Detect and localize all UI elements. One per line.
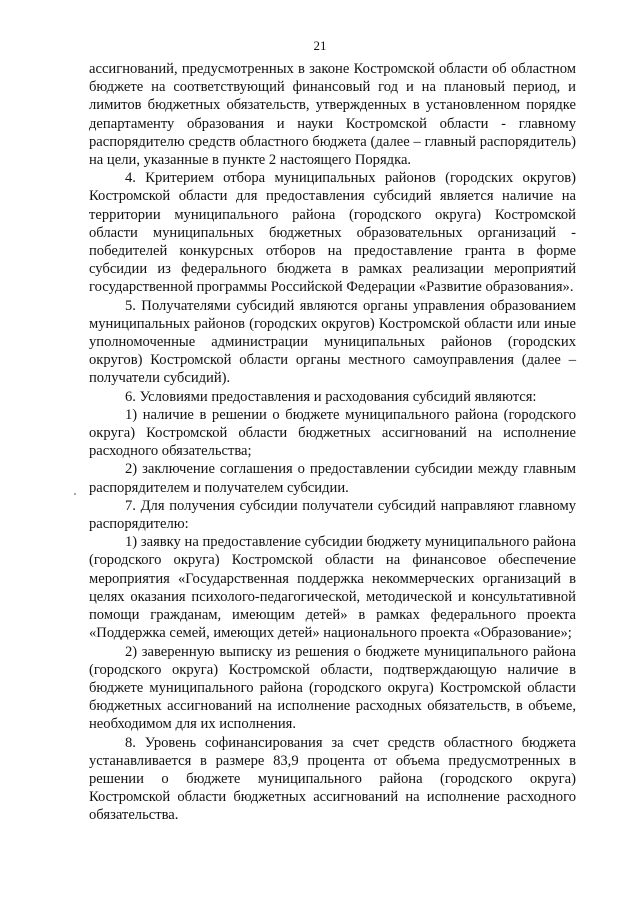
- paragraph-6-item-1: 1) наличие в решении о бюджете муниципального района (городского округа) Костромской области бюджетных ассигнований на исполнение расходного обязательства;: [89, 406, 576, 460]
- paragraph-5: 5. Получателями субсидий являются органы управления образованием муниципальных районов (городских округов) Костромской области или иные уполномоченные администрации муниципальных районов (городских округов) Костромской области органы местного самоуправления (далее – получатели субсидий).: [89, 297, 576, 387]
- paragraph-6-item-2: 2) заключение соглашения о предоставлении субсидии между главным распорядителем и получателем субсидии.: [89, 461, 576, 496]
- paragraph-8: 8. Уровень софинансирования за счет средств областного бюджета устанавливается в размере 83,9 процента от объема предусмотренных в решении о бюджете муниципального района (городского округа) Костромской области бюджетных ассигнований на исполнение расходного обязательства.: [89, 734, 576, 824]
- scan-speck: [74, 493, 76, 495]
- paragraph-4: 4. Критерием отбора муниципальных районов (городских округов) Костромской области для предоставления субсидий является наличие на территории муниципального района (городского округа) Костромской области муниципальных бюджетных образовательных организаций - победителей конкурсных отборов на предоставление гранта в форме субсидии из федерального бюджета в рамках реализации мероприятий государственной программы Российской Федерации «Развитие образования».: [89, 170, 576, 296]
- paragraph-continuation: ассигнований, предусмотренных в законе Костромской области об областном бюджете на соответствующий финансовый год и на плановый период, и лимитов бюджетных обязательств, утвержденных в установленном порядке департаменту образования и науки Костромской области - главному распорядителю средств областного бюджета (далее – главный распорядитель) на цели, указанные в пункте 2 настоящего Порядка.: [89, 61, 576, 169]
- paragraph-6: 6. Условиями предоставления и расходования субсидий являются:: [125, 388, 537, 405]
- paragraph-7-item-1: 1) заявку на предоставление субсидии бюджету муниципального района (городского округа) Костромской области на финансовое обеспечение мероприятия «Государственная поддержка некоммерческих организаций в целях оказания психолого-педагогической, методической и консультативной помощи гражданам, имеющим детей» в рамках федерального проекта «Поддержка семей, имеющих детей» национального проекта «Образование»;: [89, 534, 576, 642]
- paragraph-7-item-2: 2) заверенную выписку из решения о бюджете муниципального района (городского округа) Костромской области, подтверждающую наличие в бюджете муниципального района (городского округа) Костромской области бюджетных ассигнований на исполнение расходных обязательств, в объеме, необходимом для их исполнения.: [89, 643, 576, 733]
- paragraph-7: 7. Для получения субсидии получатели субсидий направляют главному распорядителю:: [89, 497, 576, 533]
- page-number: 21: [313, 38, 327, 53]
- document-body: [89, 60, 576, 825]
